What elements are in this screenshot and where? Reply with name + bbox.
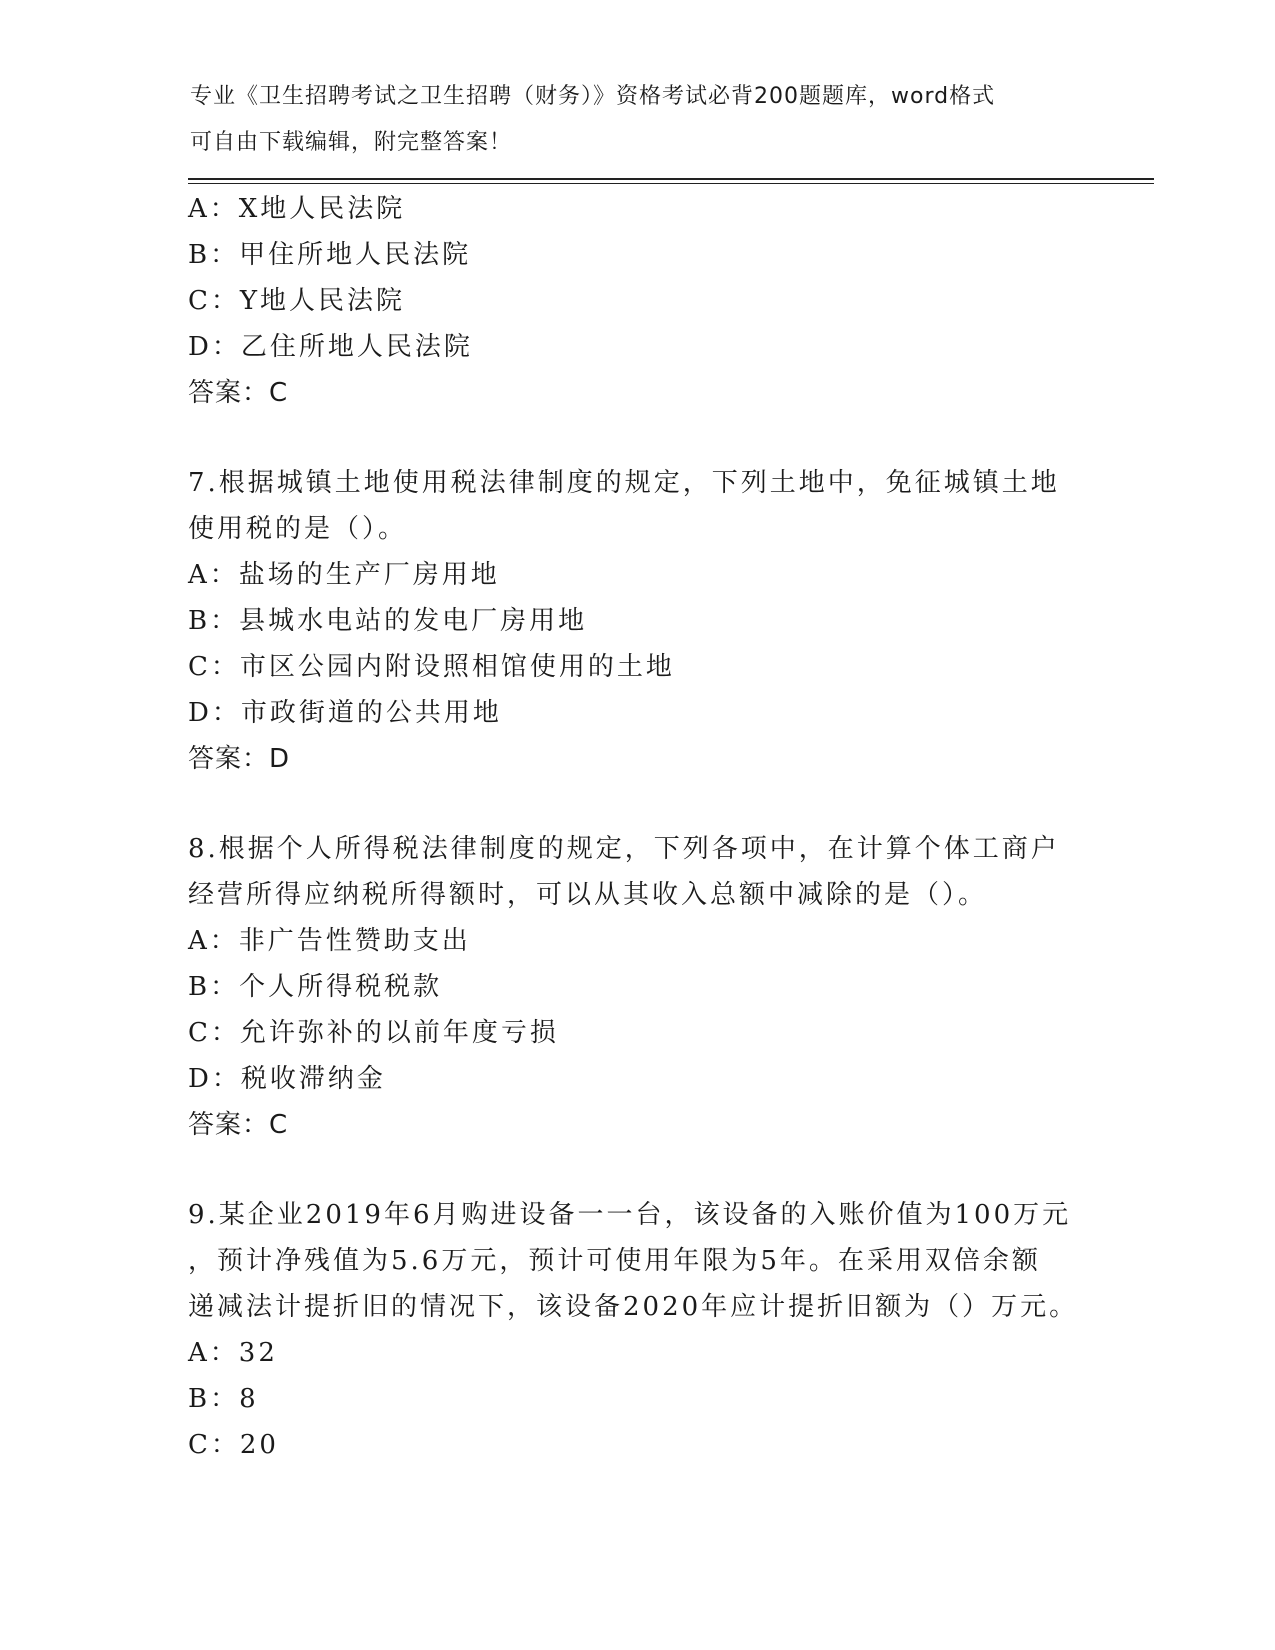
header-divider-thin	[188, 183, 1154, 184]
question-stem-line-2: 经营所得应纳税所得额时，可以从其收入总额中减除的是（）。	[188, 880, 988, 910]
option-c: C：市区公园内附设照相馆使用的土地	[188, 652, 675, 682]
question-8	[188, 826, 1088, 1148]
question-stem-line-1: 7.根据城镇土地使用税法律制度的规定，下列土地中，免征城镇土地	[188, 468, 1060, 498]
answer: 答案：C	[188, 1110, 289, 1140]
question-9	[188, 1192, 1088, 1468]
header-line-1: 专业《卫生招聘考试之卫生招聘（财务）》资格考试必背200题题库，word格式	[190, 84, 996, 109]
header-divider-thick	[188, 178, 1154, 180]
option-b: B：县城水电站的发电厂房用地	[188, 606, 588, 636]
option-c: C：允许弥补的以前年度亏损	[188, 1018, 559, 1048]
option-b: B：个人所得税税款	[188, 972, 443, 1002]
question-list	[188, 186, 1088, 1468]
answer: 答案：C	[188, 378, 289, 408]
answer: 答案：D	[188, 744, 291, 774]
question-stem-line-1: 8.根据个人所得税法律制度的规定，下列各项中，在计算个体工商户	[188, 834, 1060, 864]
option-c: C：20	[188, 1430, 279, 1460]
question-stem-line-2: 使用税的是（）。	[188, 514, 408, 544]
option-b: B：甲住所地人民法院	[188, 240, 472, 270]
option-a: A：非广告性赞助支出	[188, 926, 471, 956]
question-stem-line-3: 递减法计提折旧的情况下，该设备2020年应计提折旧额为（）万元。	[188, 1292, 1079, 1322]
option-a: A：盐场的生产厂房用地	[188, 560, 500, 590]
option-a: A：32	[188, 1338, 278, 1368]
option-d: D：税收滞纳金	[188, 1064, 386, 1094]
question-stem-line-2: ，预计净残值为5.6万元，预计可使用年限为5年。在采用双倍余额	[188, 1246, 1041, 1276]
question-6	[188, 186, 1088, 416]
question-stem-line-1: 9.某企业2019年6月购进设备一一台，该设备的入账价值为100万元	[188, 1200, 1072, 1230]
option-b: B：8	[188, 1384, 259, 1414]
header-line-2: 可自由下载编辑，附完整答案！	[190, 130, 513, 155]
option-d: D：市政街道的公共用地	[188, 698, 502, 728]
option-d: D：乙住所地人民法院	[188, 332, 473, 362]
option-a: A：X地人民法院	[188, 194, 406, 224]
document-header	[190, 74, 1070, 166]
option-c: C：Y地人民法院	[188, 286, 406, 316]
question-7	[188, 460, 1088, 782]
